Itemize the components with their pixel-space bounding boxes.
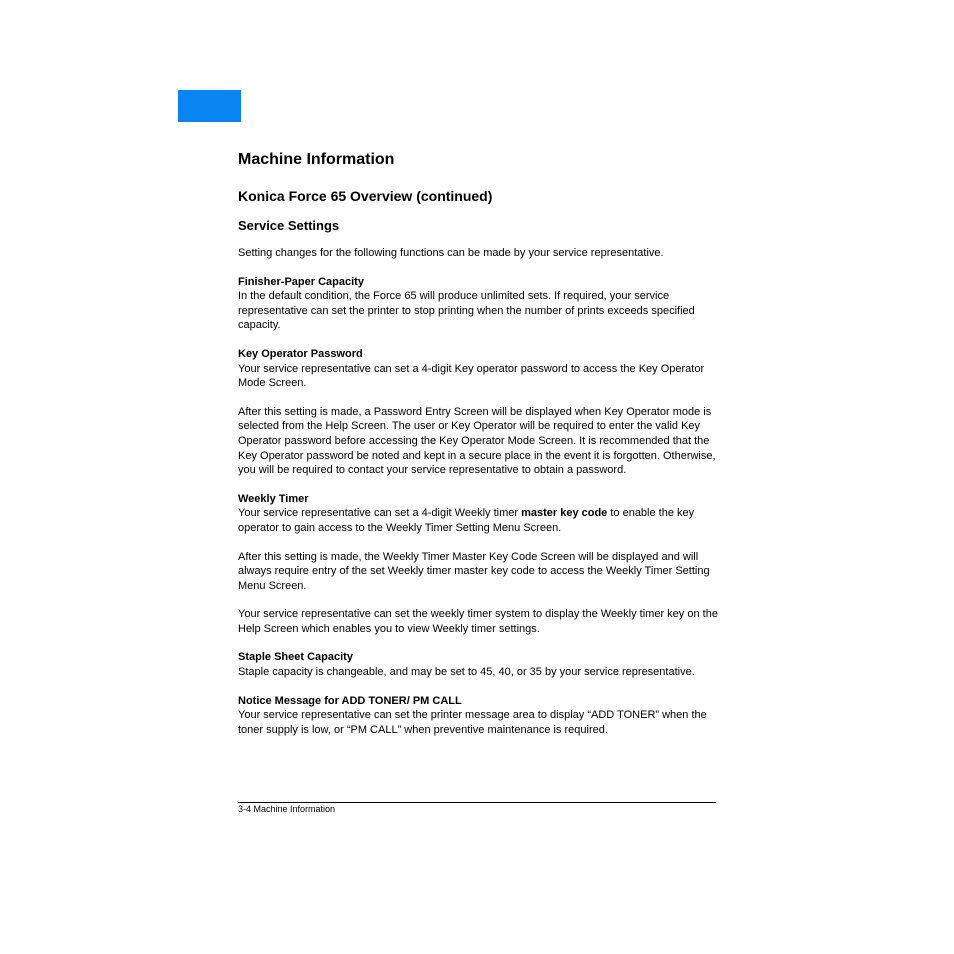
key-operator-paragraph-1: Your service representative can set a 4-digit Key operator password to access the Key Operator Mode Screen.	[238, 362, 705, 390]
finisher-paper-capacity-section	[238, 275, 718, 333]
finisher-heading: Finisher-Paper Capacity	[238, 275, 364, 288]
weekly-timer-text-before: Your service representative can set a 4-digit Weekly timer	[238, 507, 522, 520]
footer-divider	[238, 802, 716, 803]
weekly-timer-paragraph-1	[238, 506, 718, 535]
chapter-title: Machine Information	[238, 151, 395, 168]
intro-paragraph: Setting changes for the following functions can be made by your service representative.	[238, 247, 664, 259]
staple-heading: Staple Sheet Capacity	[238, 651, 353, 664]
overview-title: Konica Force 65 Overview (continued)	[238, 188, 493, 204]
notice-heading: Notice Message for ADD TONER/ PM CALL	[238, 694, 462, 707]
weekly-timer-section	[238, 492, 718, 637]
weekly-timer-text-after: to enable the key operator to gain access to the Weekly Timer Setting Menu Screen.	[238, 507, 695, 534]
chapter-tab-marker	[178, 90, 241, 122]
key-operator-heading: Key Operator Password	[238, 347, 363, 360]
weekly-timer-bold-term: master key code	[521, 507, 608, 520]
staple-sheet-capacity-section	[238, 650, 718, 679]
section-title: Service Settings	[238, 218, 340, 233]
key-operator-paragraph-2: After this setting is made, a Password Entry Screen will be displayed when Key Operator mode is selected from the Help Screen. The user or Key Operator will be required to enter the valid Key Operator password before accessing the Key Operator Mode Screen. It is recommended that the Key Operator password be noted and kept in a secure place in the event it is forgotten. Otherwise, you will be required to contact your service representative to obtain a password.	[238, 405, 716, 477]
finisher-paragraph: In the default condition, the Force 65 will produce unlimited sets. If required, your service representative can set the printer to stop printing when the number of prints exceeds specified capacity.	[238, 290, 695, 332]
notice-paragraph: Your service representative can set the printer message area to display “ADD TONER” when the toner supply is low, or “PM CALL” when preventive maintenance is required.	[238, 709, 707, 736]
staple-paragraph: Staple capacity is changeable, and may be set to 45, 40, or 35 by your service representative.	[238, 666, 695, 679]
weekly-timer-heading: Weekly Timer	[238, 492, 309, 505]
page-footer: 3-4 Machine Information	[238, 804, 336, 814]
page-content	[238, 150, 718, 737]
weekly-timer-paragraph-2: After this setting is made, the Weekly Timer Master Key Code Screen will be displayed and will always require entry of the set Weekly timer master key code to access the Weekly Timer Setting Menu Screen.	[238, 550, 710, 592]
notice-message-section	[238, 694, 718, 738]
key-operator-password-section	[238, 347, 718, 478]
weekly-timer-paragraph-3: Your service representative can set the weekly timer system to display the Weekly timer key on the Help Screen which enables you to view Weekly timer settings.	[238, 608, 718, 635]
